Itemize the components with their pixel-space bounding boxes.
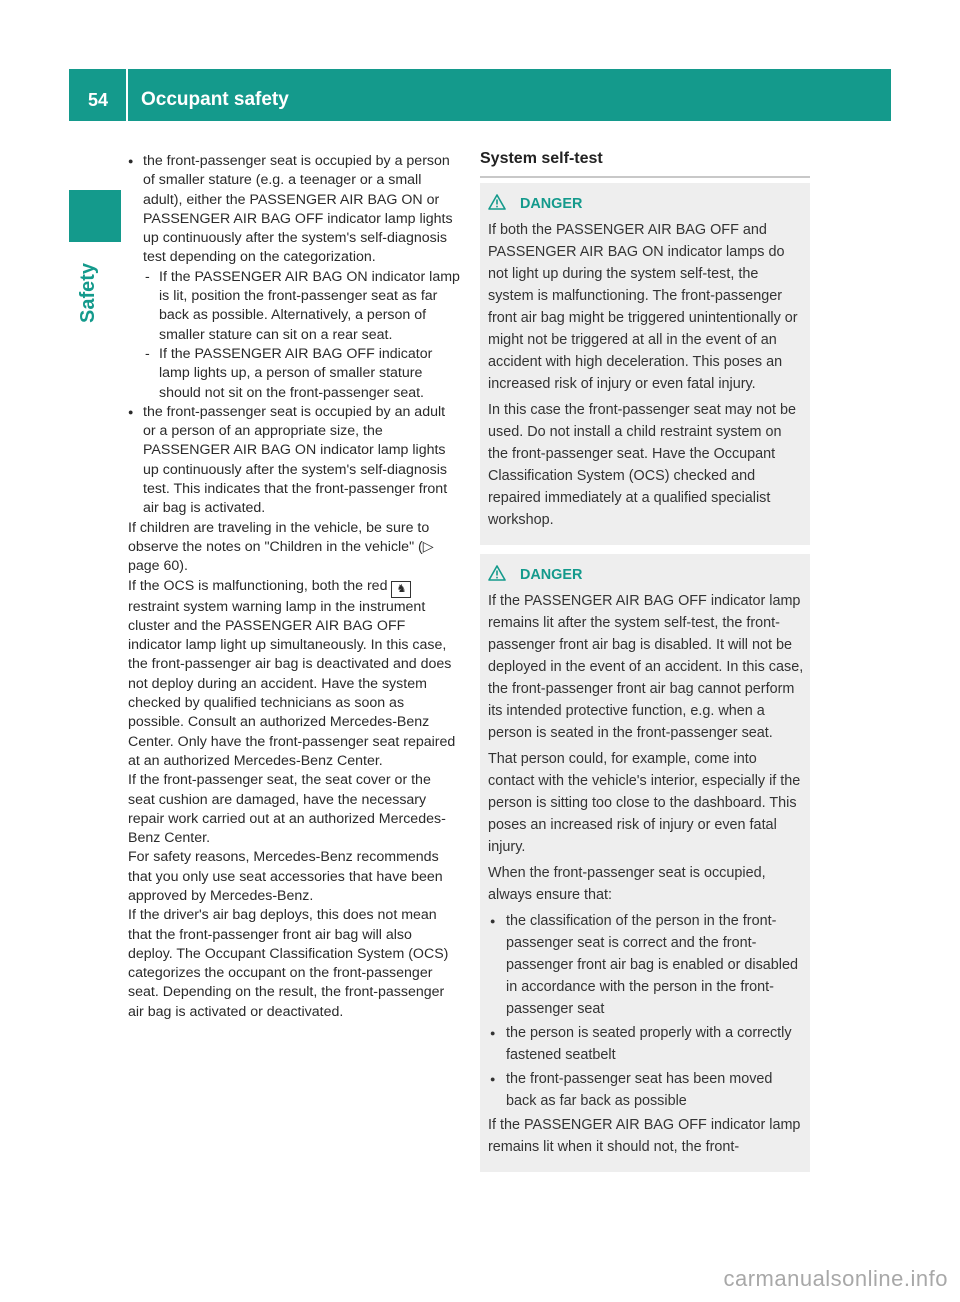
danger-paragraph: In this case the front-passenger seat may not be used. Do not install a child restraint system on the front-passenger seat. Have the Occupant Classification System (OCS) checked and repaired immediately at a qualified specialist workshop. — [488, 402, 796, 528]
sub-list-item: - If the PASSENGER AIR BAG OFF indicator lamp lights up, a person of smaller stature should not sit on the front-passenger seat. — [128, 345, 460, 403]
left-column — [128, 152, 460, 1022]
side-tab-label: Safety — [77, 262, 99, 323]
danger-paragraph: If both the PASSENGER AIR BAG OFF and PASSENGER AIR BAG ON indicator lamps do not light up during the system self-test, the system is malfunctioning. The front-passenger front air bag might be triggered unintentionally or might not be triggered at all in the event of an accident with high deceleration. This poses an increased risk of injury or even fatal injury. — [488, 222, 798, 392]
watermark: carmanualsonline.info — [723, 1266, 948, 1291]
paragraph: If the driver's air bag deploys, this does not mean that the front-passenger front air bag will also deploy. The Occupant Classification System (OCS) categorizes the occupant on the front-passenger seat. Depending on the result, the front-passenger air bag is activated or deactivated. — [128, 907, 449, 1020]
danger-title-text: DANGER — [520, 196, 583, 212]
danger-paragraph: That person could, for example, come into contact with the vehicle's interior, especially if the person is sitting too close to the dashboard. This poses an increased risk of injury or even fatal injury. — [488, 751, 801, 855]
warning-triangle-icon — [488, 194, 506, 210]
list-item: ● the front-passenger seat is occupied by a person of smaller stature (e.g. a teenager or a small adult), either the PASSENGER AIR BAG ON or PASSENGER AIR BAG OFF indicator lamp lights up continuously after the system's self-diagnosis test depending on the categorization. — [128, 152, 460, 268]
sub-list-item: - If the PASSENGER AIR BAG ON indicator lamp is lit, position the front-passenger seat as far back as possible. Alternatively, a person of smaller stature can sit on a rear seat. — [128, 268, 460, 345]
page-number: 54 — [87, 90, 109, 110]
danger-paragraph: If the PASSENGER AIR BAG OFF indicator lamp remains lit when it should not, the front- — [488, 1117, 801, 1155]
danger-paragraph: If the PASSENGER AIR BAG OFF indicator lamp remains lit after the system self-test, the front-passenger front air bag is disabled. It will not be deployed in the event of an accident. In this case, the front-passenger front air bag cannot perform its intended protective function, e.g. when a person is seated in the front-passenger seat. — [488, 593, 804, 741]
page-title: Occupant safety — [141, 89, 289, 110]
danger-box-1 — [480, 183, 810, 545]
warning-triangle-icon — [488, 565, 506, 581]
danger-title — [488, 193, 804, 215]
ocs-text-after: restraint system warning lamp in the instrument cluster and the PASSENGER AIR BAG OFF indicator lamp light up simultaneously. In this case, the front-passenger air bag is deactivated and does not deploy during an accident. Have the system checked by qualified technicians as soon as possible. Consult an authorized Mercedes-Benz Center. Only have the front-passenger seat repaired at an authorized Mercedes-Benz Center. — [128, 598, 456, 769]
danger-paragraph: When the front-passenger seat is occupied, always ensure that: — [488, 865, 766, 903]
danger-box-2 — [480, 554, 810, 1172]
paragraph: For safety reasons, Mercedes-Benz recommends that you only use seat accessories that have been approved by Mercedes-Benz. — [128, 849, 443, 904]
danger-title — [488, 564, 804, 586]
list-item: ● the front-passenger seat is occupied by an adult or a person of an appropriate size, the PASSENGER AIR BAG ON indicator lamp lights up continuously after the system's self-diagnosis test. This indicates that the front-passenger front air bag is activated. — [128, 403, 460, 519]
danger-list-item: ● the person is seated properly with a correctly fastened seatbelt — [488, 1022, 804, 1066]
seatbelt-warning-icon: ♞ — [391, 581, 411, 598]
paragraph: If the front-passenger seat, the seat cover or the seat cushion are damaged, have the necessary repair work carried out at an authorized Mercedes-Benz Center. — [128, 772, 446, 847]
side-tab-marker — [69, 190, 121, 242]
danger-title-text: DANGER — [520, 567, 583, 583]
danger-list-item: ● the classification of the person in the front-passenger seat is correct and the front-passenger front air bag is enabled or disabled in accordance with the person in the front-passenger seat — [488, 910, 804, 1020]
ocs-paragraph — [128, 577, 460, 772]
danger-list-item: ● the front-passenger seat has been moved back as far back as possible — [488, 1068, 804, 1112]
paragraph: If children are traveling in the vehicle, be sure to observe the notes on "Children in the vehicle" (▷ page 60). — [128, 519, 434, 575]
ocs-text-before: If the OCS is malfunctioning, both the red — [128, 577, 392, 594]
section-heading: System self-test — [480, 150, 810, 178]
header-divider — [126, 69, 128, 121]
